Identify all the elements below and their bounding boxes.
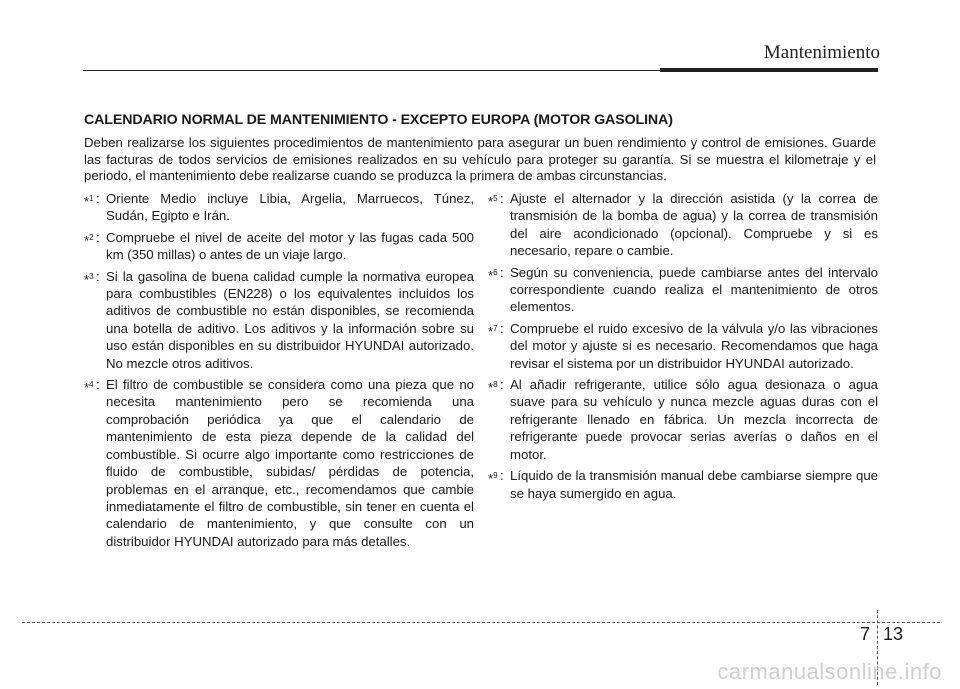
note-item: *$^9$ : Líquido de la transmisión manual debe cambiarse siempre que se haya sumergido en agua. [488,468,878,501]
note-text: Al añadir refrigerante, utilice sólo agua desionaza o agua suave para su vehículo y nunca mezcle aguas duras con el refrigerante llenado en fábrica. Un mezcla incorrecta de refrigerante puede provocar serias averías o daños en el motor. [510,377,878,462]
note-item: *$^7$ : Compruebe el ruido excesivo de la válvula y/o las vibraciones del motor y ajuste si es necesario. Recomendamos que haga revisar el sistema por un distribuidor HYUNDAI autorizado. [488,320,878,371]
note-item: *$^2$ : Compruebe el nivel de aceite del motor y las fugas cada 500 km (350 millas) o antes de un viaje largo. [84,229,474,263]
footer-dashed-rule [22,622,940,623]
note-item: *$^5$ : Ajuste el alternador y la dirección asistida (y la correa de transmisión de la bomba de agua) y la correa de transmisión del aire acondicionado (opcional). Compruebe y si es necesario, repare o cambie. [488,191,878,259]
notes-right-column [488,190,878,506]
note-text: Ajuste el alternador y la dirección asistida (y la correa de transmisión de la bomba de agua) y la correa de transmisión del aire acondicionado (opcional). Compruebe y si es necesario, repare o cambie. [510,191,878,259]
note-text: Líquido de la transmisión manual debe cambiarse siempre que se haya sumergido en agua. [510,468,878,501]
note-item: *$^3$ : Si la gasolina de buena calidad cumple la normativa europea para combustibles (EN228) o los equivalentes incluidos los aditivos de combustible no están disponibles, se recomienda una botella de aditivo. Los aditivos y la información sobre su uso están disponibles en su distribuidor HYUNDAI autorizado. No mezcle otros aditivos. [84,268,474,371]
header-rule-accent [660,68,878,72]
note-text: Compruebe el ruido excesivo de la válvula y/o las vibraciones del motor y ajuste si es necesario. Recomendamos que haga revisar el sistema por un distribuidor HYUNDAI autorizado. [510,320,878,371]
note-item: *$^8$ : Al añadir refrigerante, utilice sólo agua desionaza o agua suave para su vehículo y nunca mezcle aguas duras con el refrigerante llenado en fábrica. Un mezcla incorrecta de refrigerante puede provocar serias averías o daños en el motor. [488,377,878,462]
intro-paragraph: Deben realizarse los siguientes procedimientos de mantenimiento para asegurar un buen rendimiento y control de emisiones. Guarde las facturas de todos servicios de emisiones realizados en su vehículo para proteger su garantía. Si se muestra el kilometraje y el periodo, el mantenimiento debe realizarse cuando se produzca la primera de ambas circunstancias. [84,135,876,183]
header-title: Mantenimiento [763,42,880,63]
note-item: *$^4$ : El filtro de combustible se considera como una pieza que no necesita mantenimiento pero se recomienda una comprobación periódica ya que el calendario de mantenimiento de esta pieza depende de la calidad del combustible. Si ocurre algo importante como restricciones de fluido de combustible, subidas/ pérdidas de potencia, problemas en el arranque, etc., recomendamos que cambie inmediatamente el filtro de combustible, sin tener en cuenta el calendario de mantenimiento, y que consulte con un distribuidor HYUNDAI autorizado para más detalles. [84,377,474,549]
note-marker: *$^7$ [488,323,498,339]
note-marker: *$^3$ [84,271,94,287]
note-text: Oriente Medio incluye Libia, Argelia, Marruecos, Túnez, Sudán, Egipto e Irán. [106,191,474,224]
note-text: Si la gasolina de buena calidad cumple la normativa europea para combustibles (EN228) o los equivalentes incluidos los aditivos de combustible no están disponibles, se recomienda una botella de aditivo. Los aditivos y la información sobre su uso están disponibles en su distribuidor HYUNDAI autorizado. No mezcle otros aditivos. [106,268,474,371]
note-marker: *$^5$ [488,194,498,209]
note-text: Según su conveniencia, puede cambiarse antes del intervalo correspondiente cuando realiza el mantenimiento de otros elementos. [510,264,878,315]
notes-left-column [84,190,474,554]
note-marker: *$^4$ [84,380,94,396]
page-number: 13 [883,624,904,644]
note-marker: *$^9$ [488,471,498,487]
watermark: carmanualsonline.info [717,659,942,684]
chapter-number: 7 [859,624,870,644]
section-title: CALENDARIO NORMAL DE MANTENIMIENTO - EXCEPTO EUROPA (MOTOR GASOLINA) [84,112,673,128]
note-marker: *$^6$ [488,267,498,283]
note-marker: *$^2$ [84,232,94,248]
note-text: Compruebe el nivel de aceite del motor y las fugas cada 500 km (350 millas) o antes de un viaje largo. [106,229,474,263]
note-item: *$^6$ : Según su conveniencia, puede cambiarse antes del intervalo correspondiente cuando realiza el mantenimiento de otros elementos. [488,264,878,315]
note-item: *$^1$ : Oriente Medio incluye Libia, Argelia, Marruecos, Túnez, Sudán, Egipto e Irán. [84,191,474,224]
note-text: El filtro de combustible se considera como una pieza que no necesita mantenimiento pero se recomienda una comprobación periódica ya que el calendario de mantenimiento de esta pieza depende de la calidad del combustible. Si ocurre algo importante como restricciones de fluido de combustible, subidas/ pérdidas de potencia, problemas en el arranque, etc., recomendamos que cambie inmediatamente el filtro de combustible, sin tener en cuenta el calendario de mantenimiento, y que consulte con un distribuidor HYUNDAI autorizado para más detalles. [106,377,474,549]
note-marker: *$^8$ [488,380,498,396]
note-marker: *$^1$ [84,194,94,209]
